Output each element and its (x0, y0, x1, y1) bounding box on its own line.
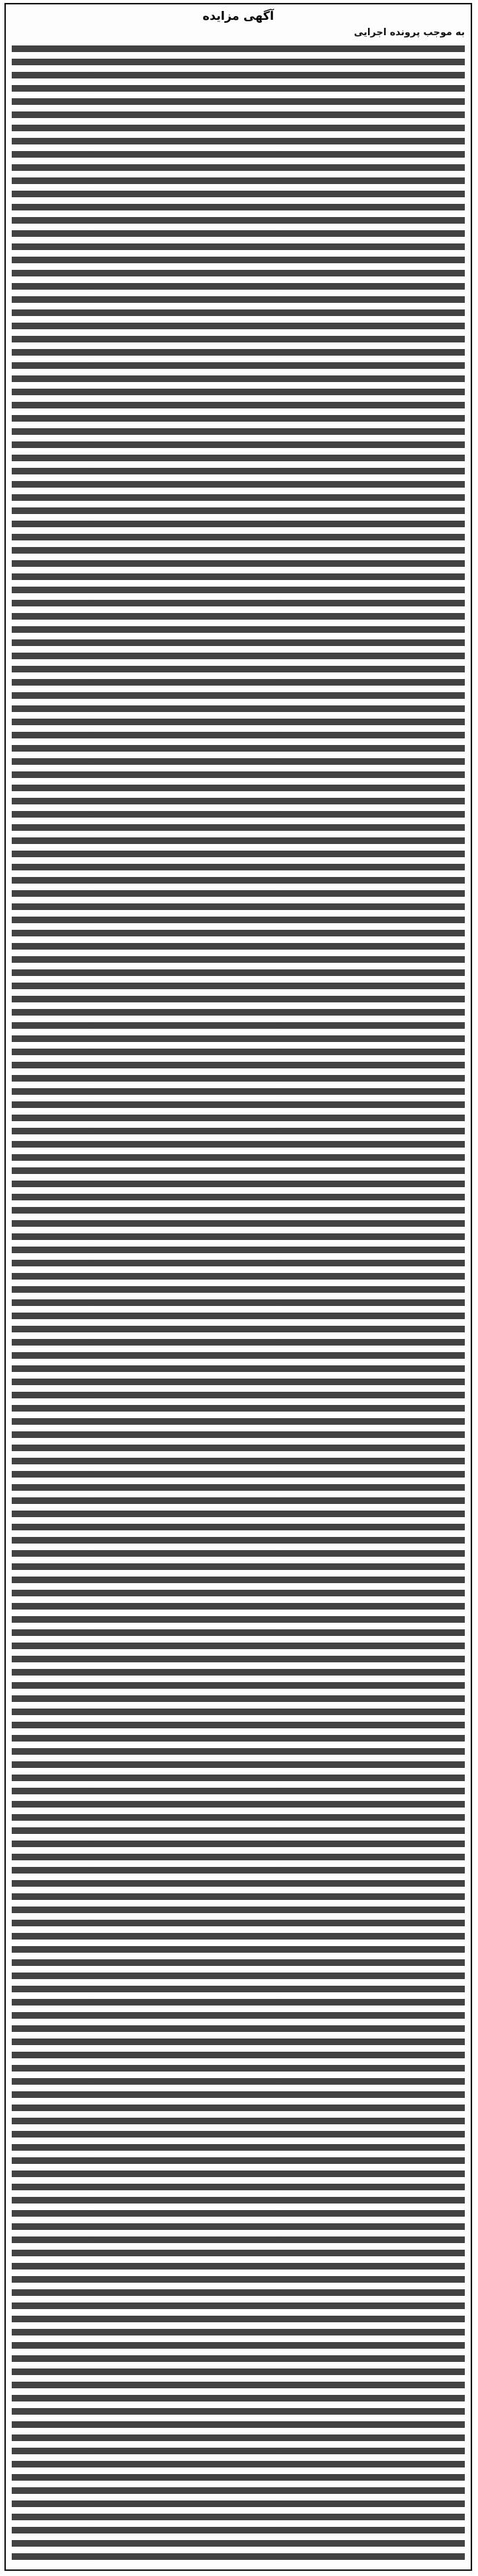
auction-notice (4, 3, 472, 2571)
notice-body (12, 26, 465, 2564)
notice-title: آگهی مزایده (202, 9, 274, 23)
notice-lead: به موجب پرونده اجرایی (353, 27, 465, 38)
notice-body-text-illegible (12, 45, 465, 2564)
